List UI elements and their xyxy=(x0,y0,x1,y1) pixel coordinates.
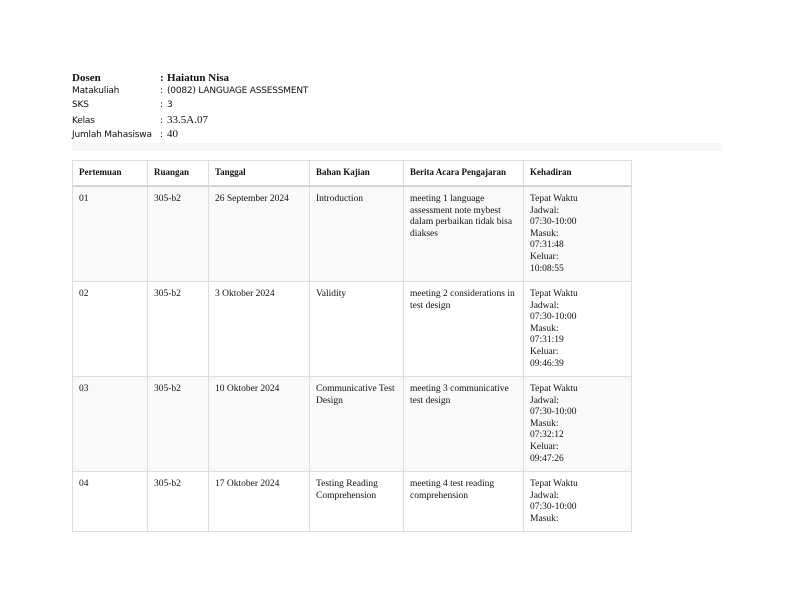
kehadiran-line: Jadwal: xyxy=(530,205,560,216)
kehadiran-line: 09:46:39 xyxy=(530,358,564,369)
colon: : xyxy=(160,100,163,110)
jumlah-label: Jumlah Mahasiswa xyxy=(72,130,152,140)
kehadiran-line: 07:31:19 xyxy=(530,335,564,346)
kehadiran-line: 07:31:48 xyxy=(530,240,564,251)
kehadiran-cell xyxy=(524,186,632,282)
bahan-kajian-cell: Communicative Test Design xyxy=(310,377,404,472)
pertemuan-cell: 03 xyxy=(73,377,148,472)
bahan-kajian-cell: Validity xyxy=(310,282,404,377)
kelas-label: Kelas xyxy=(72,116,95,126)
kehadiran-line: Jadwal: xyxy=(530,300,560,311)
kelas-row xyxy=(72,114,308,128)
kehadiran-line: Masuk: xyxy=(530,228,559,239)
kehadiran-line: Masuk: xyxy=(530,418,559,429)
kehadiran-line: 07:30-10:00 xyxy=(530,502,577,513)
ruangan-cell: 305-b2 xyxy=(148,377,209,472)
colon: : xyxy=(160,116,163,126)
bahan-kajian-cell: Introduction xyxy=(310,186,404,282)
kehadiran-line: 07:30-10:00 xyxy=(530,407,577,418)
divider-band xyxy=(72,143,722,151)
berita-acara-cell: meeting 2 considerations in test design xyxy=(404,282,524,377)
kehadiran-line: Tepat Waktu xyxy=(530,289,578,299)
sks-value: 3 xyxy=(167,100,173,110)
kehadiran-line: Jadwal: xyxy=(530,490,560,501)
kehadiran-line: 07:30-10:00 xyxy=(530,217,577,228)
berita-acara-cell: meeting 1 language assessment note mybest dalam perbaikan tidak bisa diakses xyxy=(404,186,524,282)
kehadiran-line: 07:30-10:00 xyxy=(530,312,577,323)
sks-row xyxy=(72,100,308,114)
kehadiran-line: Masuk: xyxy=(530,513,559,524)
tanggal-cell: 10 Oktober 2024 xyxy=(209,377,310,472)
ruangan-cell: 305-b2 xyxy=(148,186,209,282)
tanggal-cell: 17 Oktober 2024 xyxy=(209,472,310,532)
kehadiran-line: Keluar: xyxy=(530,441,559,452)
table-header-row xyxy=(73,161,632,187)
kehadiran-line: 10:08:55 xyxy=(530,263,564,274)
kehadiran-line: Jadwal: xyxy=(530,395,560,406)
matakuliah-row xyxy=(72,86,308,100)
col-header-pertemuan: Pertemuan xyxy=(73,161,148,187)
col-header-kehadiran: Kehadiran xyxy=(524,161,632,187)
col-header-ruangan: Ruangan xyxy=(148,161,209,187)
bahan-kajian-cell: Testing Reading Comprehension xyxy=(310,472,404,532)
kehadiran-line: Tepat Waktu xyxy=(530,479,578,489)
kehadiran-line: 07:32:12 xyxy=(530,430,564,441)
sks-label: SKS xyxy=(72,100,89,110)
matakuliah-value: (0082) LANGUAGE ASSESSMENT xyxy=(167,86,309,96)
pertemuan-cell: 01 xyxy=(73,186,148,282)
kehadiran-cell xyxy=(524,472,632,532)
kehadiran-line: Keluar: xyxy=(530,346,559,357)
dosen-row xyxy=(72,72,308,86)
table-row xyxy=(73,186,632,282)
kehadiran-line: 09:47:26 xyxy=(530,453,564,464)
ruangan-cell: 305-b2 xyxy=(148,472,209,532)
kehadiran-line: Tepat Waktu xyxy=(530,194,578,204)
jumlah-value: 40 xyxy=(167,128,178,140)
col-header-berita-acara: Berita Acara Pengajaran xyxy=(404,161,524,187)
kelas-value: 33.5A.07 xyxy=(167,114,208,126)
table-row xyxy=(73,472,632,532)
kehadiran-line: Tepat Waktu xyxy=(530,384,578,394)
tanggal-cell: 26 September 2024 xyxy=(209,186,310,282)
dosen-label: Dosen xyxy=(72,72,101,84)
colon: : xyxy=(160,86,163,96)
berita-acara-cell: meeting 3 communicative test design xyxy=(404,377,524,472)
kehadiran-cell xyxy=(524,282,632,377)
meeting-table xyxy=(72,160,632,532)
ruangan-cell: 305-b2 xyxy=(148,282,209,377)
col-header-tanggal: Tanggal xyxy=(209,161,310,187)
table-row xyxy=(73,282,632,377)
pertemuan-cell: 02 xyxy=(73,282,148,377)
dosen-value: Haiatun Nisa xyxy=(167,72,230,84)
colon: : xyxy=(160,130,163,140)
berita-acara-cell: meeting 4 test reading comprehension xyxy=(404,472,524,532)
matakuliah-label: Matakuliah xyxy=(72,86,120,96)
course-info xyxy=(72,72,308,142)
pertemuan-cell: 04 xyxy=(73,472,148,532)
tanggal-cell: 3 Oktober 2024 xyxy=(209,282,310,377)
kehadiran-line: Keluar: xyxy=(530,251,559,262)
kehadiran-cell xyxy=(524,377,632,472)
kehadiran-line: Masuk: xyxy=(530,323,559,334)
jumlah-row xyxy=(72,128,308,142)
colon: : xyxy=(160,72,164,84)
table-row xyxy=(73,377,632,472)
col-header-bahan-kajian: Bahan Kajian xyxy=(310,161,404,187)
